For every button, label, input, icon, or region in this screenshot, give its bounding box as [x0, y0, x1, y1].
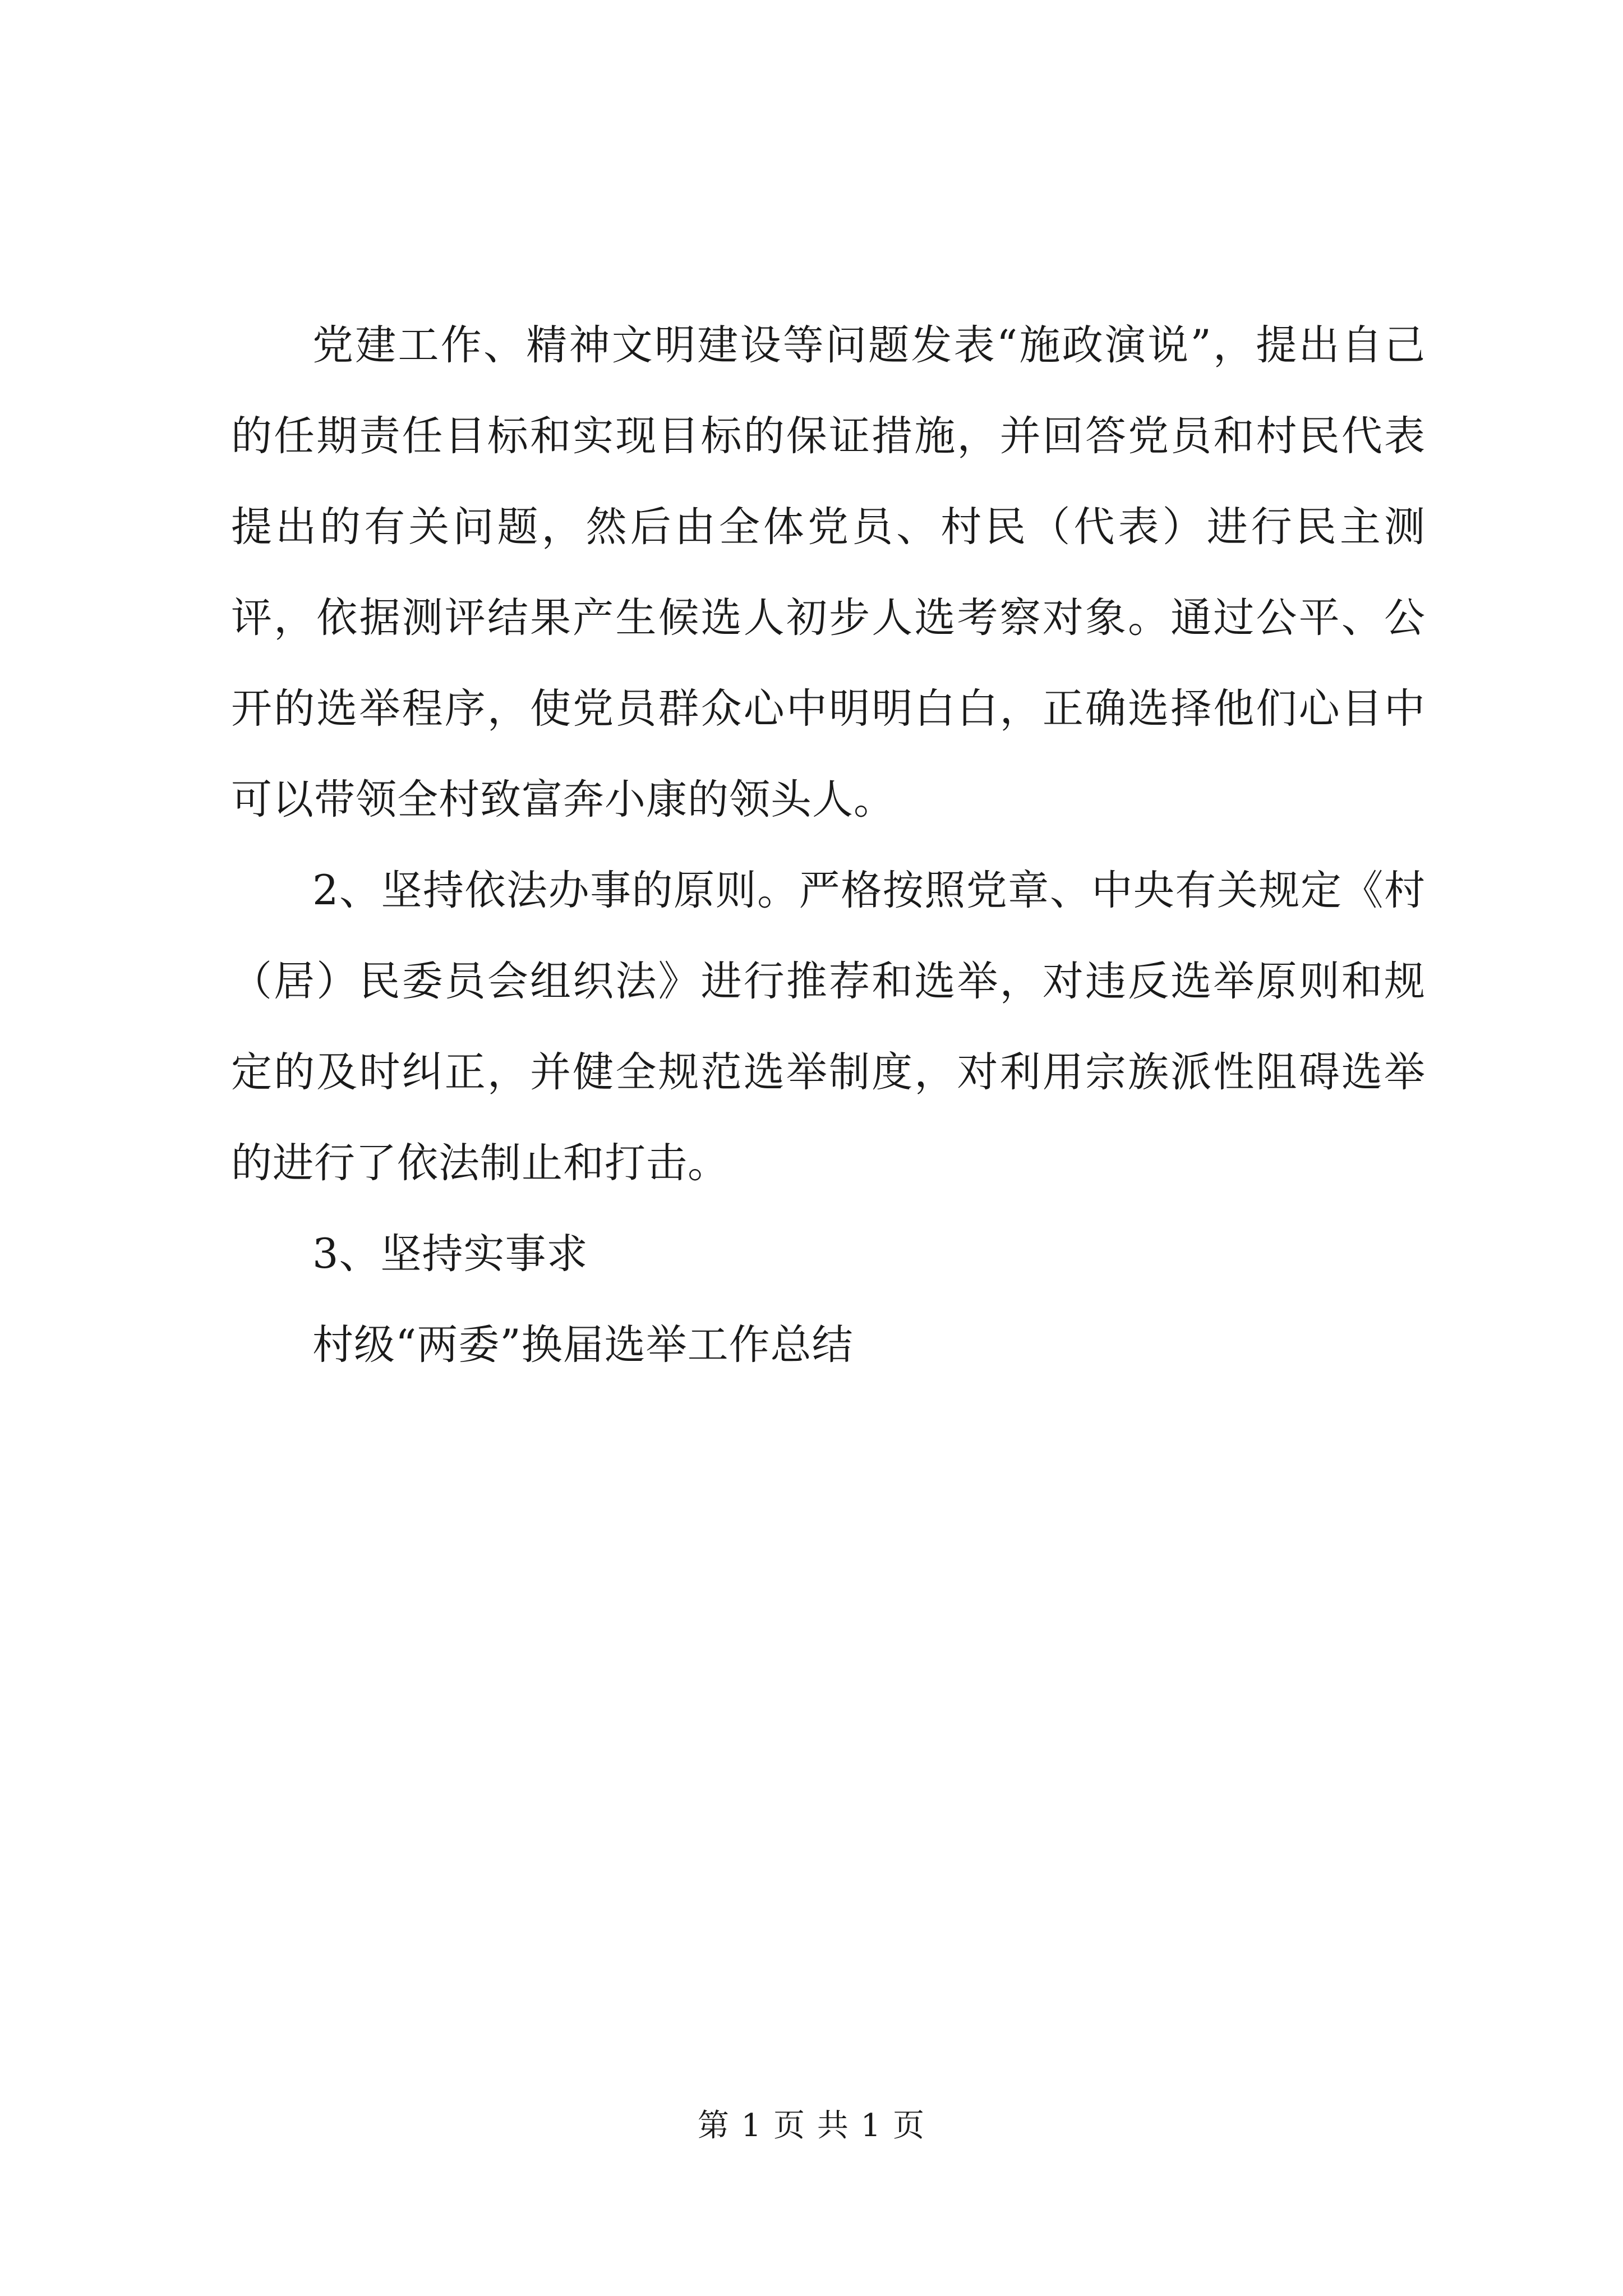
document-body [231, 300, 1426, 1391]
paragraph-3: 3、坚持实事求 [312, 1230, 588, 1278]
paragraph-1: 党建工作、精神文明建设等问题发表“施政演说”，提出自己的任期责任目标和实现目标的保证措施，并回答党员和村民代表提出的有关问题，然后由全体党员、村民（代表）进行民主测评，依据测评结果产生候选人初步人选考察对象。通过公平、公开的选举程序，使党员群众心中明明白白，正确选择他们心目中可以带领全村致富奔小康的领头人。 [231, 321, 1426, 823]
paragraph-4: 村级“两委”换届选举工作总结 [312, 1321, 854, 1369]
page-number-footer: 第 1 页 共 1 页 [697, 2108, 926, 2144]
paragraph-2: 2、坚持依法办事的原则。严格按照党章、中央有关规定《村（居）民委员会组织法》进行推荐和选举，对违反选举原则和规定的及时纠正，并健全规范选举制度，对利用宗族派性阻碍选举的进行了依法制止和打击。 [231, 867, 1426, 1187]
